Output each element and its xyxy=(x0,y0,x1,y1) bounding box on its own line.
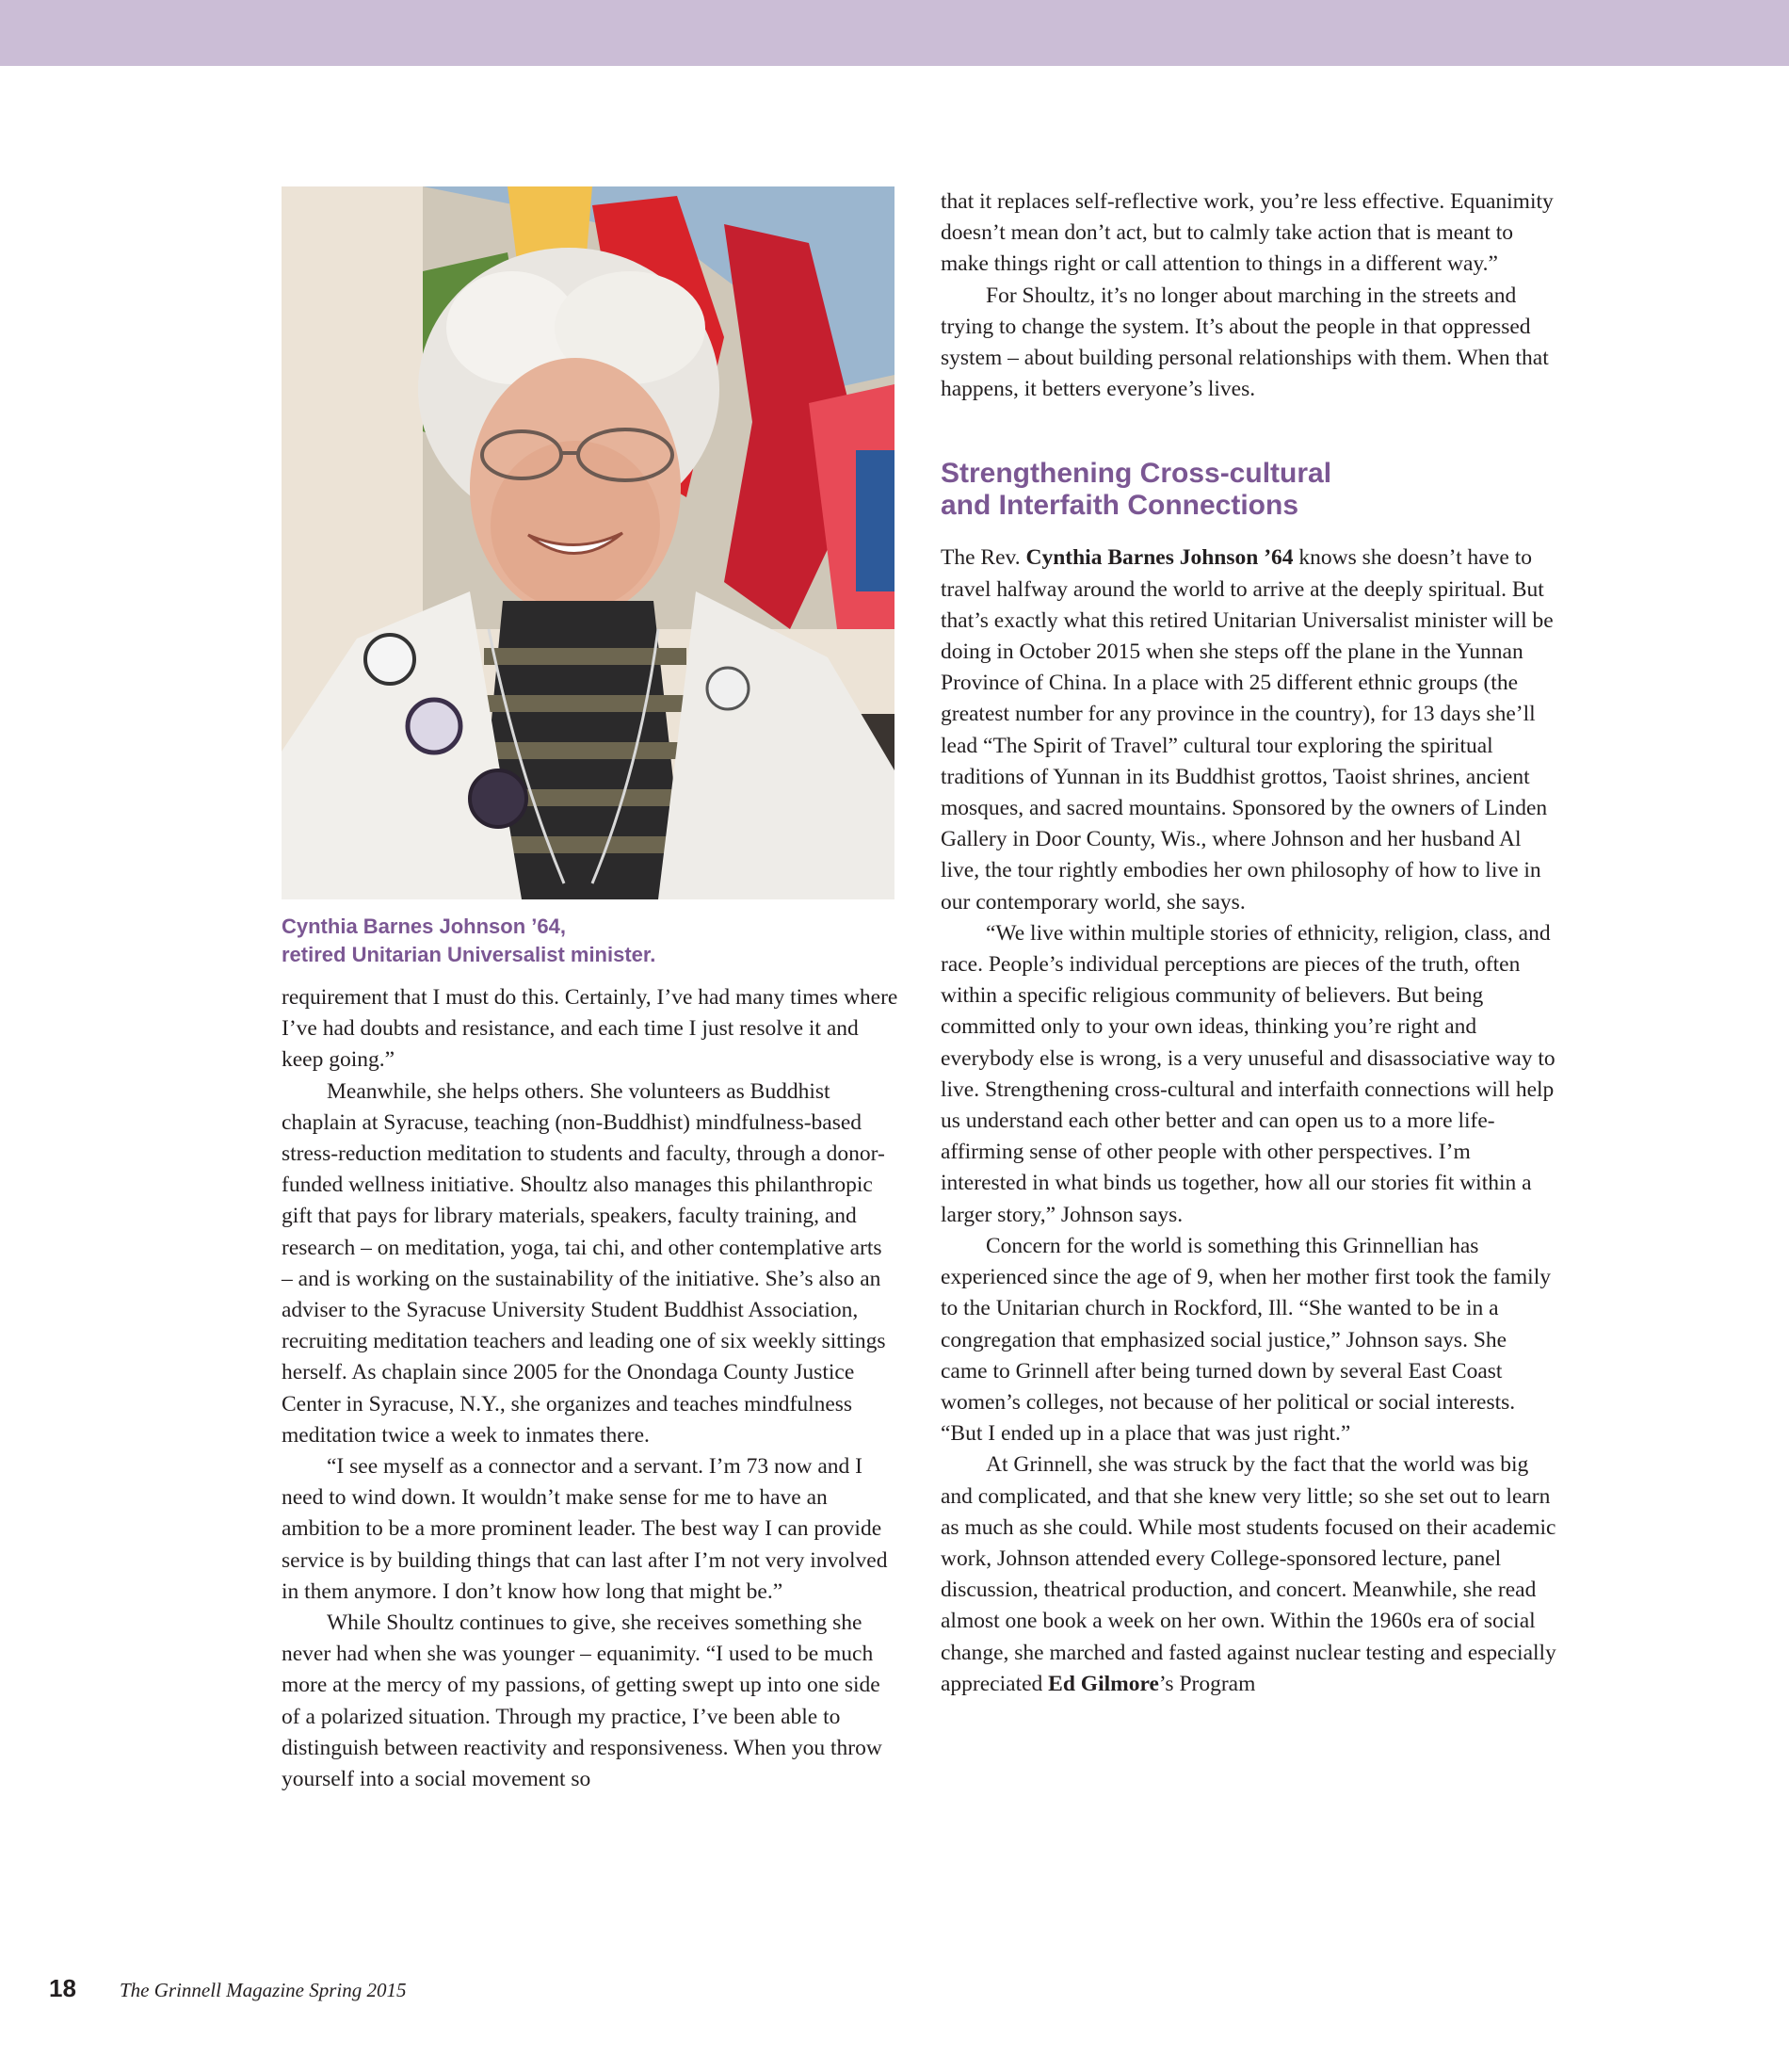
left-paragraph: “I see myself as a connector and a servant. I’m 73 now and I need to wind down. It wouldn’t make sense for me to have an ambition to be a more prominent leader. The best way I can provide service is by building things that can last after I’m not very involved in them anymore. I don’t know how long that might be.” xyxy=(282,1454,888,1604)
top-color-band xyxy=(0,0,1789,66)
right-column xyxy=(941,186,1557,1700)
section-heading-line1: Strengthening Cross-cultural xyxy=(941,458,1332,490)
text-run: ’s Program xyxy=(1158,1671,1256,1696)
left-body-text xyxy=(282,982,898,1795)
portrait-illustration xyxy=(282,186,894,899)
right-paragraph: “We live within multiple stories of ethnicity, religion, class, and race. People’s individual perceptions are pieces of the truth, often within a specific religious community of believers. But being committed only to your own ideas, thinking you’re right and everybody else is wrong, is a very unuseful and disassociative way to live. Strengthening cross-cultural and interfaith connections will help us understand each other better and can open us to a more life-affirming sense of other people with other perspectives. I’m interested in what binds us together, how all our stories fit within a larger story,” Johnson says. xyxy=(941,920,1555,1227)
right-paragraph xyxy=(941,542,1557,917)
left-paragraph: requirement that I must do this. Certainly, I’ve had many times where I’ve had doubts and resistance, and each time I just resolve it and keep going.” xyxy=(282,985,898,1073)
right-paragraph: that it replaces self-reflective work, you’re less effective. Equanimity doesn’t mean don’t act, but to calmly take action that is meant to make things right or call attention to things in a different way.” xyxy=(941,189,1554,277)
left-paragraph: While Shoultz continues to give, she receives something she never had when she was younger – equanimity. “I used to be much more at the mercy of my passions, of getting swept up into one side of a polarized situation. Through my practice, I’ve been able to distinguish between reactivity and responsiveness. When you throw yourself into a social movement so xyxy=(282,1611,882,1792)
right-paragraph: For Shoultz, it’s no longer about marching in the streets and trying to change the system. It’s about the people in that oppressed system – about building personal relationships with them. When that happens, it betters everyone’s lives. xyxy=(941,283,1549,402)
photo-caption xyxy=(282,913,898,969)
caption-role: retired Unitarian Universalist minister. xyxy=(282,943,656,966)
person-name-bold: Ed Gilmore xyxy=(1048,1671,1159,1696)
page-number: 18 xyxy=(49,1974,76,2002)
portrait-photo xyxy=(282,186,894,899)
person-name-bold: Cynthia Barnes Johnson ’64 xyxy=(1025,545,1294,571)
text-run: The Rev. xyxy=(941,545,1026,571)
right-intro-text xyxy=(941,186,1557,405)
page-footer xyxy=(49,1974,407,2008)
right-paragraph: Concern for the world is something this Grinnellian has experienced since the age of 9, when her mother first took the family to the Unitarian church in Rockford, Ill. “She wanted to be in a congregation that emphasized social justice,” Johnson says. She came to Grinnell after being turned down by several East Coast women’s colleges, not because of her political or social interests. “But I ended up in a place that was just right.” xyxy=(941,1233,1551,1447)
section-heading-line2: and Interfaith Connections xyxy=(941,490,1299,522)
section-heading xyxy=(941,458,1557,522)
right-paragraph xyxy=(941,1449,1557,1700)
left-column xyxy=(282,186,898,1795)
left-paragraph: Meanwhile, she helps others. She volunteers as Buddhist chaplain at Syracuse, teaching (non-Buddhist) mindfulness-based stress-reduction meditation to students and faculty, through a donor-funded wellness initiative. Shoultz also manages this philanthropic gift that pays for library materials, speakers, faculty training, and research – on meditation, yoga, tai chi, and other contemplative arts – and is working on the sustainability of the initiative. She’s also an adviser to the Syracuse University Student Buddhist Association, recruiting meditation teachers and leading one of six weekly sittings herself. As chaplain since 2005 for the Onondaga County Justice Center in Syracuse, N.Y., she organizes and teaches mindfulness meditation twice a week to inmates there. xyxy=(282,1078,886,1448)
caption-name: Cynthia Barnes Johnson ’64, xyxy=(282,915,566,938)
publication-name: The Grinnell Magazine Spring 2015 xyxy=(120,1979,407,2001)
text-run: At Grinnell, she was struck by the fact that the world was big and complicated, and that she knew very little; so she set out to learn as much as she could. While most students focused on their academic work, Johnson attended every College-sponsored lecture, panel discussion, theatrical production, and concert. Meanwhile, she read almost one book a week on her own. Within the 1960s era of social change, she marched and fasted against nuclear testing and especially appreciated xyxy=(941,1452,1556,1696)
text-run: knows she doesn’t have to travel halfway around the world to arrive at the deeply spiritual. But that’s exactly what this retired Unitarian Universalist minister will be doing in October 2015 when she steps off the plane in the Yunnan Province of China. In a place with 25 different ethnic groups (the greatest number for any province in the country), for 13 days she’ll lead “The Spirit of Travel” cultural tour exploring the spiritual traditions of Yunnan in its Buddhist grottos, Taoist shrines, ancient mosques, and sacred mountains. Sponsored by the owners of Linden Gallery in Door County, Wis., where Johnson and her husband Al live, the tour rightly embodies her own philosophy of how to live in our contemporary world, she says. xyxy=(941,545,1554,915)
right-body-text xyxy=(941,542,1557,1700)
